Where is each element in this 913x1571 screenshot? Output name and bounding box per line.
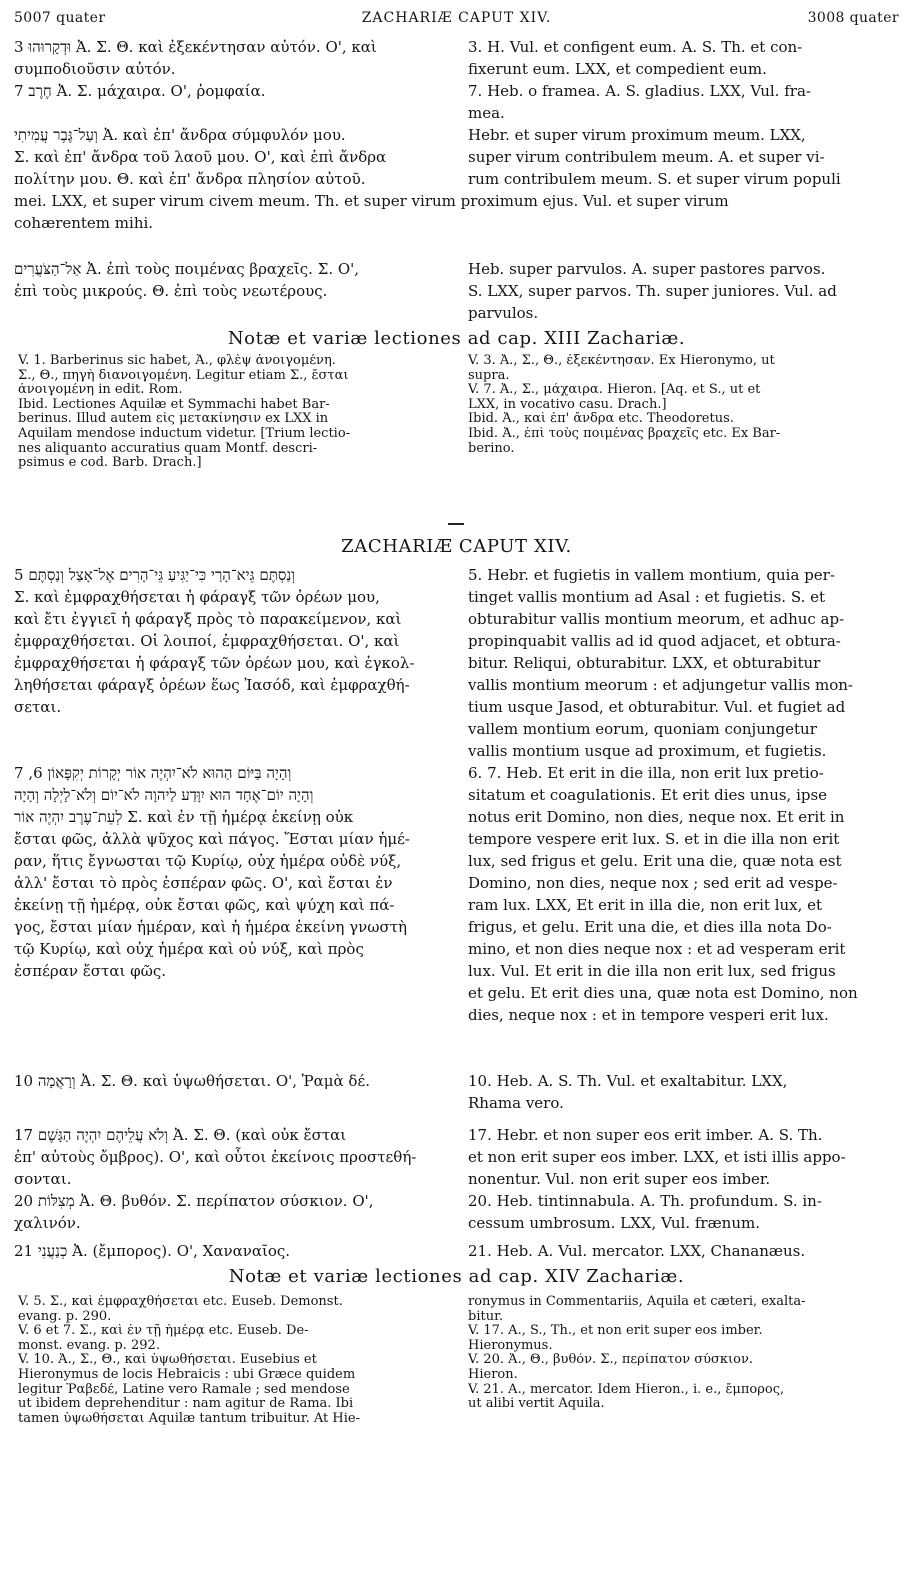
text-line: Σ. καὶ ἐμφραχθήσεται ἡ φάραγξ τῶν ὀρέων μου, xyxy=(14,588,380,606)
text-line: 7. Heb. o framea. A. S. gladius. LXX, Vul. fra- xyxy=(468,82,811,100)
text-line: וְעַל־גֶּבֶר עֲמִיתִי Ἀ. καὶ ἐπ' ἄνδρα σύμφυλόν μου. xyxy=(14,126,346,144)
note-line: V. 1. Barberinus sic habet, Ἀ., φλὲψ ἀνοιγομένη. xyxy=(18,354,336,368)
top-right-column-2 xyxy=(468,258,899,324)
note-line: V. 6 et 7. Σ., καὶ ἐν τῇ ἡμέρᾳ etc. Euseb. De- xyxy=(18,1324,309,1339)
text-line: parvulos. xyxy=(468,304,539,322)
note-line: Ibid. Lectiones Aquilæ et Symmachi habet Bar- xyxy=(18,397,330,412)
text-line: Rhama vero. xyxy=(468,1094,564,1112)
text-line: 10. Heb. A. S. Th. Vul. et exaltabitur. LXX, xyxy=(468,1072,788,1090)
note-line: V. 5. Σ., καὶ ἐμφραχθήσεται etc. Euseb. Demonst. xyxy=(18,1295,343,1309)
text-line: Σ. καὶ ἐπ' ἄνδρα τοῦ λαοῦ μου. Ο', καὶ ἐπὶ ἄνδρα xyxy=(14,148,387,166)
text-line: τῷ Κυρίῳ, καὶ οὐχ ἡμέρα καὶ οὐ νύξ, καὶ πρὸς xyxy=(14,940,364,958)
page-header xyxy=(14,10,899,32)
text-line: ἐμφραχθήσεται. Οἱ λοιποί, ἐμφραχθήσεται. Ο', καὶ xyxy=(14,632,400,650)
notes-xiii-left xyxy=(18,354,448,471)
text-line: tium usque Jasod, et obturabitur. Vul. et fugiet ad xyxy=(468,698,846,716)
text-line: וְנַסְתֶּם גֵּיא־הָרַי כִּי־יַגִּיעַ גֵּי־הָרִים אֶל־אָצַל וְנַסְתֶּם 5 xyxy=(14,566,296,584)
note-line: ronymus in Commentariis, Aquila et cæteri, exalta- xyxy=(468,1295,806,1309)
v17-left xyxy=(14,1124,454,1190)
note-line: ἀνοιγομένη in edit. Rom. xyxy=(18,383,183,398)
note-line: V. 7. Ἀ., Σ., μάχαιρα. Hieron. [Aq. et S., ut et xyxy=(468,383,761,398)
text-line: וְרָאֲמָה 10 Ἀ. Σ. Θ. καὶ ὑψωθήσεται. Ο', Ῥαμὰ δέ. xyxy=(14,1072,370,1090)
text-line: mei. LXX, et super virum civem meum. Th. et super virum proximum ejus. Vul. et super virum xyxy=(14,192,729,210)
text-line: S. LXX, super parvos. Th. super juniores. Vul. ad xyxy=(468,282,837,300)
text-line: lux, sed frigus et gelu. Erit una die, quæ nota est xyxy=(468,852,842,870)
note-line: supra. xyxy=(468,368,510,383)
text-line: כְנַעֲנִי 21 Ἀ. (ἔμπορος). Ο', Χαναναῖος. xyxy=(14,1242,291,1260)
text-line: וּדְקָרוּהוּ 3 Ἀ. Σ. Θ. καὶ ἐξεκέντησαν αὐτόν. Ο', καὶ xyxy=(14,38,377,56)
note-line: ut alibi vertit Aquila. xyxy=(468,1397,605,1412)
text-line: וְהָיָה יוֹם־אֶחָד הוּא יִוָּדַע לַיהוָה לֹא־יוֹם וְלֹא־לָיְלָה וְהָיָה xyxy=(14,786,314,804)
text-line: 20. Heb. tintinnabula. A. Th. profundum. S. in- xyxy=(468,1192,822,1210)
notes-xiii-title: Notæ et variæ lectiones ad cap. XIII Zachariæ. xyxy=(227,328,686,349)
text-line: 21. Heb. A. Vul. mercator. LXX, Chananæus. xyxy=(468,1242,806,1260)
v21-right xyxy=(468,1240,899,1262)
v17-right xyxy=(468,1124,899,1190)
text-line: et non erit super eos imber. LXX, et isti illis appo- xyxy=(468,1148,846,1166)
top-left-column-2 xyxy=(14,258,454,302)
note-line: V. 3. Ἀ., Σ., Θ., ἐξεκέντησαν. Ex Hieronymo, ut xyxy=(468,354,775,368)
note-line: LXX, in vocativo casu. Drach.] xyxy=(468,397,667,412)
text-line: מְצִלּוֹת 20 Ἀ. Θ. βυθόν. Σ. περίπατον σύσκιον. Ο', xyxy=(14,1192,374,1210)
top-full-width xyxy=(14,190,899,234)
text-line: frigus, et gelu. Erit una die, et dies illa nota Do- xyxy=(468,918,832,936)
v5-left xyxy=(14,564,454,718)
text-line: tempore vespere erit lux. S. et in die illa non erit xyxy=(468,830,840,848)
text-line: propinquabit vallis ad id quod adjacet, et obtura- xyxy=(468,632,841,650)
v20-right xyxy=(468,1190,899,1234)
note-line: Hieronymus. xyxy=(468,1338,553,1353)
text-line: vallis montium meorum : et adjungetur vallis mon- xyxy=(468,676,853,694)
text-line: super virum contribulem meum. A. et super vi- xyxy=(468,148,825,166)
note-line: Σ., Θ., πηγὴ διανοιγομένη. Legitur etiam Σ., ἔσται xyxy=(18,368,349,383)
page-number-right: 3008 quater xyxy=(807,10,899,26)
v20-left xyxy=(14,1190,454,1234)
text-line: 17. Hebr. et non super eos erit imber. A. S. Th. xyxy=(468,1126,823,1144)
note-line: V. 20. Ἀ., Θ., βυθόν. Σ., περίπατον σύσκιον. xyxy=(468,1353,753,1368)
note-line: legitur Ῥαβεδέ, Latine vero Ramale ; sed mendose xyxy=(18,1382,350,1397)
note-line: evang. p. 290. xyxy=(18,1309,112,1324)
v67-left xyxy=(14,762,454,982)
text-line: lux. Vul. Et erit in die illa non erit lux, sed frigus xyxy=(468,962,836,980)
text-line: ram lux. LXX, Et erit in illa die, non erit lux, et xyxy=(468,896,823,914)
text-line: Domino, non dies, neque nox ; sed erit ad vespe- xyxy=(468,874,838,892)
notes-xiv-title: Notæ et variæ lectiones ad cap. XIV Zachariæ. xyxy=(228,1266,685,1287)
text-line: καὶ ἔτι ἐγγιεῖ ἡ φάραγξ πρὸς τὸ παρακείμενον, καὶ xyxy=(14,610,402,628)
note-line: Ibid. Ἀ., ἐπὶ τοὺς ποιμένας βραχεῖς etc. Ex Bar- xyxy=(468,426,781,441)
note-line: V. 10. Ἀ., Σ., Θ., καὶ ὑψωθήσεται. Eusebius et xyxy=(18,1353,317,1368)
text-line: לְעֵת־עֶרֶב יִהְיֶה אוֹר Σ. καὶ ἐν τῇ ἡμέρᾳ ἐκείνῃ οὐκ xyxy=(14,808,354,826)
text-line: fixerunt eum. LXX, et compedient eum. xyxy=(468,60,767,78)
notes-xiii-right xyxy=(468,354,899,456)
text-line: וְלֹא עֲלֵיהֶם יִהְיֶה הַגָּשֶׁם 17 Ἀ. Σ. Θ. (καὶ οὐκ ἔσται xyxy=(14,1126,347,1144)
text-line: 6. 7. Heb. Et erit in die illa, non erit lux pretio- xyxy=(468,764,824,782)
notes-xiv-right xyxy=(468,1295,899,1412)
text-line: sitatum et coagulationis. Et erit dies unus, ipse xyxy=(468,786,828,804)
text-line: ἐμφραχθήσεται ἡ φάραγξ τῶν ὀρέων μου, καὶ ἐγκολ- xyxy=(14,654,415,672)
text-line: et gelu. Et erit dies una, quæ nota est Domino, non xyxy=(468,984,858,1002)
note-line: Hieron. xyxy=(468,1367,518,1382)
text-line: rum contribulem meum. S. et super virum populi xyxy=(468,170,841,188)
note-line: V. 21. A., mercator. Idem Hieron., i. e., ἔμπορος, xyxy=(468,1382,785,1397)
text-line: Hebr. et super virum proximum meum. LXX, xyxy=(468,126,806,144)
text-line: חֶרֶב 7 Ἀ. Σ. μάχαιρα. Ο', ῥομφαία. xyxy=(14,82,266,100)
text-line: Heb. super parvulos. A. super pastores parvos. xyxy=(468,260,826,278)
note-line: ut ibidem deprehenditur : nam agitur de Rama. Ibi xyxy=(18,1397,354,1412)
text-line: γος, ἔσται μίαν ἡμέραν, καὶ ἡ ἡμέρα ἐκείνη γνωστὴ xyxy=(14,918,407,936)
text-line: σεται. xyxy=(14,698,62,716)
text-line: אַל־הַצֹּעֲרִים Ἀ. ἐπὶ τοὺς ποιμένας βραχεῖς. Σ. Ο', xyxy=(14,260,360,278)
text-line: ἀλλ' ἔσται τὸ πρὸς ἑσπέραν φῶς. Ο', καὶ ἔσται ἐν xyxy=(14,874,393,892)
note-line: bitur. xyxy=(468,1309,503,1324)
v67-right xyxy=(468,762,899,1026)
note-line: berino. xyxy=(468,441,515,456)
text-line: ἐπὶ τοὺς μικρούς. Θ. ἐπὶ τοὺς νεωτέρους. xyxy=(14,282,328,300)
text-line: mino, et non dies neque nox : et ad vesperam erit xyxy=(468,940,846,958)
text-line: ραν, ἥτις ἔγνωσται τῷ Κυρίῳ, οὐχ ἡμέρα οὐδὲ νύξ, xyxy=(14,852,402,870)
running-title: ZACHARIÆ CAPUT XIV. xyxy=(361,10,552,26)
v5-right xyxy=(468,564,899,762)
chapter-title: ZACHARIÆ CAPUT XIV. xyxy=(341,536,572,557)
note-line: Aquilam mendose inductum videtur. [Trium lectio- xyxy=(18,426,351,441)
note-line: psimus e cod. Barb. Drach.] xyxy=(18,456,202,471)
note-line: monst. evang. p. 292. xyxy=(18,1338,160,1353)
text-line: ἔσται φῶς, ἀλλὰ ψῦχος καὶ πάγος. Ἔσται μίαν ἡμέ- xyxy=(14,830,410,848)
text-line: ἐκείνῃ τῇ ἡμέρᾳ, οὐκ ἔσται φῶς, καὶ ψύχη καὶ πά- xyxy=(14,896,395,914)
text-line: vallis montium usque ad proximum, et fugietis. xyxy=(468,742,827,760)
text-line: πολίτην μου. Θ. καὶ ἐπ' ἄνδρα πλησίον αὐτοῦ. xyxy=(14,170,366,188)
section-separator xyxy=(448,523,464,525)
text-line: χαλινόν. xyxy=(14,1214,81,1232)
text-line: ἐπ' αὐτοὺς ὄμβρος). Ο', καὶ οὗτοι ἐκείνοις προστεθή- xyxy=(14,1148,417,1166)
v10-right xyxy=(468,1070,899,1114)
text-line: σονται. xyxy=(14,1170,72,1188)
note-line: Ibid. Ἀ., καὶ ἐπ' ἄνδρα etc. Theodoretus. xyxy=(468,412,734,427)
note-line: V. 17. A., S., Th., et non erit super eos imber. xyxy=(468,1324,763,1339)
v10-left xyxy=(14,1070,454,1092)
top-right-column xyxy=(468,36,899,190)
note-line: Hieronymus de locis Hebraicis : ubi Græce quidem xyxy=(18,1367,356,1382)
text-line: notus erit Domino, non dies, neque nox. Et erit in xyxy=(468,808,845,826)
text-line: ληθήσεται φάραγξ ὀρέων ἕως Ἰασόδ, καὶ ἐμφραχθή- xyxy=(14,676,410,694)
text-line: וְהָיָה בַּיּוֹם הַהוּא לֹא־יִהְיֶה אוֹר יְקָרוֹת יְקִפָּאוֹן 6, 7 xyxy=(14,764,292,782)
note-line: nes aliquanto accuratius quam Montf. descri- xyxy=(18,441,318,456)
text-line: 3. H. Vul. et configent eum. A. S. Th. et con- xyxy=(468,38,803,56)
text-line: ἑσπέραν ἔσται φῶς. xyxy=(14,962,167,980)
text-line: συμποδιοῦσιν αὐτόν. xyxy=(14,60,176,78)
top-left-column xyxy=(14,36,454,190)
page-number-left: 5007 quater xyxy=(14,10,106,26)
text-line: obturabitur vallis montium meorum, et adhuc ap- xyxy=(468,610,845,628)
v21-left xyxy=(14,1240,454,1262)
text-line: mea. xyxy=(468,104,505,122)
text-line: vallem montium eorum, quoniam conjungetur xyxy=(468,720,817,738)
text-line: cessum umbrosum. LXX, Vul. frænum. xyxy=(468,1214,760,1232)
text-line: nonentur. Vul. non erit super eos imber. xyxy=(468,1170,771,1188)
text-line: tinget vallis montium ad Asal : et fugietis. S. et xyxy=(468,588,826,606)
text-line xyxy=(14,102,454,124)
note-line: berinus. Illud autem εἰς μετακίνησιν ex LXX in xyxy=(18,412,329,427)
text-line: 5. Hebr. et fugietis in vallem montium, quia per- xyxy=(468,566,835,584)
note-line: tamen ὑψωθήσεται Aquilæ tantum tribuitur. At Hie- xyxy=(18,1411,360,1426)
text-line: cohærentem mihi. xyxy=(14,214,154,232)
text-line: bitur. Reliqui, obturabitur. LXX, et obturabitur xyxy=(468,654,821,672)
notes-xiv-left xyxy=(18,1295,448,1426)
text-line: dies, neque nox : et in tempore vesperi erit lux. xyxy=(468,1006,829,1024)
